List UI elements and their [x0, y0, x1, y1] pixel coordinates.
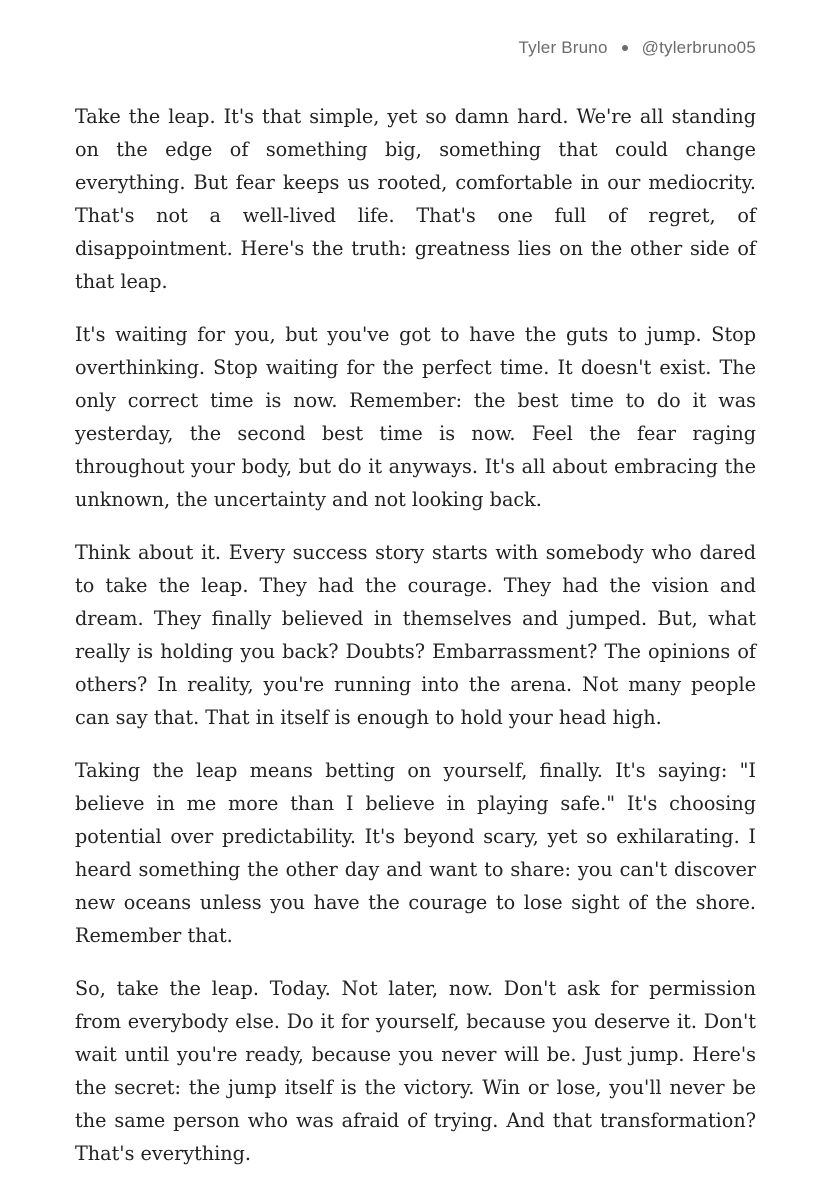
author-handle: @tylerbruno05: [641, 38, 756, 57]
post-body: [75, 100, 756, 1190]
author-name: Tyler Bruno: [518, 38, 608, 57]
separator-dot-icon: [622, 45, 628, 51]
paragraph-3: Think about it. Every success story starts with somebody who dared to take the leap. They had the courage. They had the vision and dream. They finally believed in themselves and jumped. But, what really is holding you back? Doubts? Embarrassment? The opinions of others? In reality, you're running into the arena. Not many people can say that. That in itself is enough to hold your head high.: [75, 541, 756, 729]
author-header: [518, 38, 756, 58]
paragraph-4: Taking the leap means betting on yourself, finally. It's saying: "I believe in me more than I believe in playing safe." It's choosing potential over predictability. It's beyond scary, yet so exhilarating. I heard something the other day and want to share: you can't discover new oceans unless you have the courage to lose sight of the shore. Remember that.: [75, 759, 756, 947]
paragraph-2: It's waiting for you, but you've got to have the guts to jump. Stop overthinking. Stop waiting for the perfect time. It doesn't exist. The only correct time is now. Remember: the best time to do it was yesterday, the second best time is now. Feel the fear raging throughout your body, but do it anyways. It's all about embracing the unknown, the uncertainty and not looking back.: [75, 323, 756, 511]
paragraph-5: So, take the leap. Today. Not later, now. Don't ask for permission from everybody else. Do it for yourself, because you deserve it. Don't wait until you're ready, because you never will be. Just jump. Here's the secret: the jump itself is the victory. Win or lose, you'll never be the same person who was afraid of trying. And that transformation? That's everything.: [75, 977, 756, 1165]
paragraph-1: Take the leap. It's that simple, yet so damn hard. We're all standing on the edge of something big, something that could change everything. But fear keeps us rooted, comfortable in our mediocrity. That's not a well-lived life. That's one full of regret, of disappointment. Here's the truth: greatness lies on the other side of that leap.: [75, 105, 756, 293]
